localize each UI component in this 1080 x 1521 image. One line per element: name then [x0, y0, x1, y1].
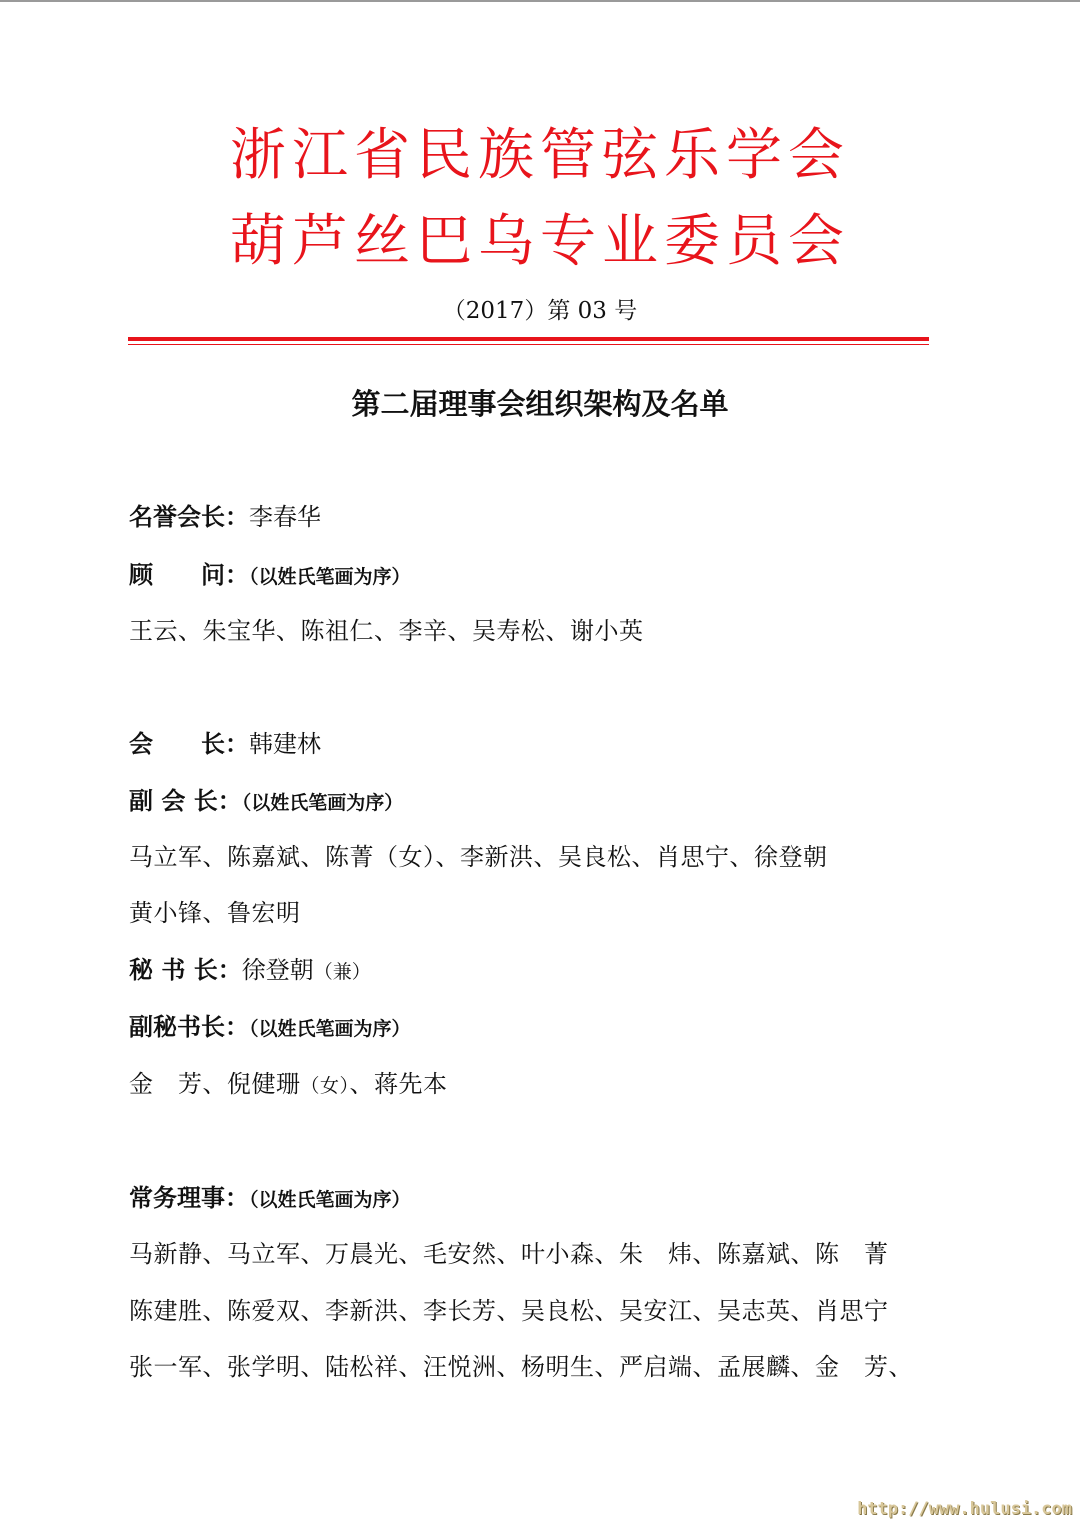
vice-presidents-label: 副 会 长：: [129, 787, 242, 815]
vice-presidents-names-line2: 黄小锋、鲁宏明: [129, 899, 301, 927]
standing-directors-heading: [129, 1181, 411, 1217]
advisors-label: 顾 问：: [129, 561, 249, 589]
honorary-president-name: 李春华: [249, 503, 321, 531]
page-top-border: [0, 0, 1080, 2]
vice-presidents-order-note: （以姓氏笔画为序）: [241, 792, 404, 814]
site-watermark: http://www.hulusi.com: [857, 1499, 1072, 1519]
president-row: [129, 727, 321, 761]
vice-presidents-names-line1: 马立军、陈嘉斌、陈菁（女）、李新洪、吴良松、肖思宁、徐登朝: [129, 843, 828, 871]
secretary-general-label: 秘 书 长：: [129, 956, 242, 984]
secretary-general-row: [129, 953, 371, 989]
president-name: 韩建林: [249, 730, 321, 758]
organization-name-line1: 浙江省民族管弦乐学会: [230, 123, 850, 188]
advisors-names: 王云、朱宝华、陈祖仁、李辛、吴寿松、谢小英: [129, 617, 644, 645]
vice-presidents-heading: [129, 784, 403, 820]
honorary-president-label: 名誉会长：: [129, 503, 249, 531]
advisors-heading: [129, 558, 411, 594]
deputy-secretary-name1-suffix: （女）: [300, 1075, 350, 1097]
document-title: 第二届理事会组织架构及名单: [351, 387, 729, 421]
secretary-general-name: 徐登朝: [241, 956, 314, 984]
advisors-order-note: （以姓氏笔画为序）: [249, 566, 411, 588]
organization-name-line2: 葫芦丝巴乌专业委员会: [230, 209, 850, 274]
red-header-rule-thick: [128, 337, 929, 341]
standing-directors-order-note: （以姓氏笔画为序）: [249, 1189, 411, 1211]
president-label: 会 长：: [129, 730, 249, 758]
red-header-rule-thin: [128, 344, 929, 345]
deputy-secretary-label: 副秘书长：: [129, 1013, 249, 1041]
standing-directors-label: 常务理事：: [129, 1184, 249, 1212]
deputy-secretary-name1: 金 芳、倪健珊: [129, 1070, 301, 1098]
deputy-secretary-heading: [129, 1010, 411, 1046]
honorary-president-row: [129, 500, 321, 534]
standing-directors-names-line3: 张一军、张学明、陆松祥、汪悦洲、杨明生、严启端、孟展麟、金 芳、: [129, 1353, 913, 1381]
standing-directors-names-line2: 陈建胜、陈爱双、李新洪、李长芳、吴良松、吴安江、吴志英、肖思宁: [129, 1297, 889, 1325]
deputy-secretary-name2: 、蒋先本: [349, 1070, 448, 1098]
standing-directors-names-line1: 马新静、马立军、万晨光、毛安然、叶小森、朱 炜、陈嘉斌、陈 菁: [129, 1240, 889, 1268]
secretary-general-suffix: （兼）: [313, 961, 371, 983]
deputy-secretary-names: [129, 1067, 448, 1103]
document-number: （2017）第 03 号: [442, 298, 638, 324]
deputy-secretary-order-note: （以姓氏笔画为序）: [249, 1018, 411, 1040]
